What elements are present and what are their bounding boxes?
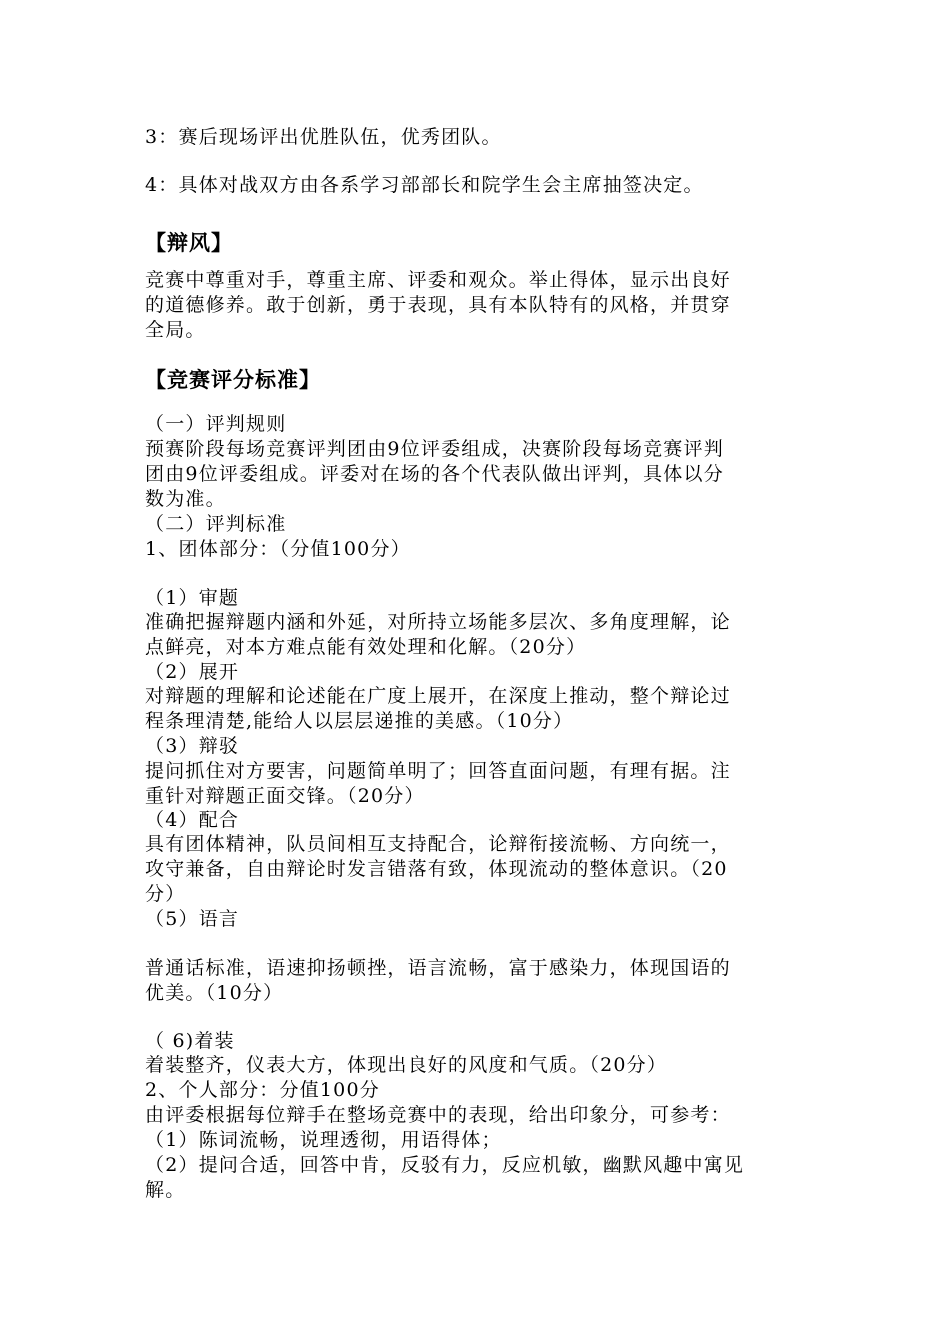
individual-part-heading: 2、个人部分：分值100分 [145, 1079, 380, 1101]
review-line-2: 点鲜亮，对本方难点能有效处理和化解。（20分） [145, 636, 587, 658]
attire-title: （ 6)着装 [145, 1030, 235, 1052]
language-line-2: 优美。（10分） [145, 982, 284, 1004]
rebut-title: （3）辩驳 [145, 735, 240, 757]
section-heading-scoring: 【竞赛评分标准】 [145, 367, 321, 392]
rebut-line-1: 提问抓住对方要害，问题简单明了；回答直面问题，有理有据。注 [145, 760, 731, 782]
coordination-line-1: 具有团体精神，队员间相互支持配合，论辩衔接流畅、方向统一， [145, 833, 731, 855]
debate-style-line-2: 的道德修养。敢于创新，勇于表现，具有本队特有的风格，并贯穿 [145, 294, 731, 316]
individual-intro: 由评委根据每位辩手在整场竞赛中的表现，给出印象分，可参考： [145, 1104, 731, 1126]
coordination-title: （4）配合 [145, 809, 240, 831]
individual-item-1: （1）陈词流畅，说理透彻，用语得体； [145, 1129, 502, 1151]
language-line-1: 普通话标准，语速抑扬顿挫，语言流畅，富于感染力，体现国语的 [145, 957, 731, 979]
expand-title: （2）展开 [145, 661, 240, 683]
judging-rules-line-3: 数为准。 [145, 488, 226, 510]
coordination-line-3: 分） [145, 883, 186, 905]
attire-line-1: 着装整齐，仪表大方，体现出良好的风度和气质。（20分） [145, 1054, 668, 1076]
debate-style-line-1: 竞赛中尊重对手，尊重主席、评委和观众。举止得体，显示出良好 [145, 269, 731, 291]
rule-item-3: 3：赛后现场评出优胜队伍，优秀团队。 [145, 126, 502, 148]
debate-style-line-3: 全局。 [145, 319, 206, 341]
review-line-1: 准确把握辩题内涵和外延，对所持立场能多层次、多角度理解，论 [145, 611, 731, 633]
review-title: （1）审题 [145, 587, 240, 609]
judging-rules-title: （一）评判规则 [145, 413, 287, 435]
section-heading-debate-style: 【辩风】 [145, 230, 233, 255]
expand-line-2: 程条理清楚,能给人以层层递推的美感。（10分） [145, 710, 574, 732]
judging-rules-line-2: 团由9位评委组成。评委对在场的各个代表队做出评判，具体以分 [145, 463, 724, 485]
team-part-heading: 1、团体部分：（分值100分） [145, 538, 411, 560]
individual-item-2: （2）提问合适，回答中肯，反驳有力，反应机敏，幽默风趣中寓见 [145, 1154, 745, 1176]
coordination-line-2: 攻守兼备，自由辩论时发言错落有致，体现流动的整体意识。（20 [145, 858, 728, 880]
judging-rules-line-1: 预赛阶段每场竞赛评判团由9位评委组成，决赛阶段每场竞赛评判 [145, 438, 724, 460]
judging-standards-title: （二）评判标准 [145, 513, 287, 535]
language-title: （5）语言 [145, 908, 240, 930]
rebut-line-2: 重针对辩题正面交锋。（20分） [145, 785, 425, 807]
expand-line-1: 对辩题的理解和论述能在广度上展开，在深度上推动，整个辩论过 [145, 685, 731, 707]
rule-item-4: 4：具体对战双方由各系学习部部长和院学生会主席抽签决定。 [145, 174, 704, 196]
individual-item-2-cont: 解。 [145, 1179, 186, 1201]
